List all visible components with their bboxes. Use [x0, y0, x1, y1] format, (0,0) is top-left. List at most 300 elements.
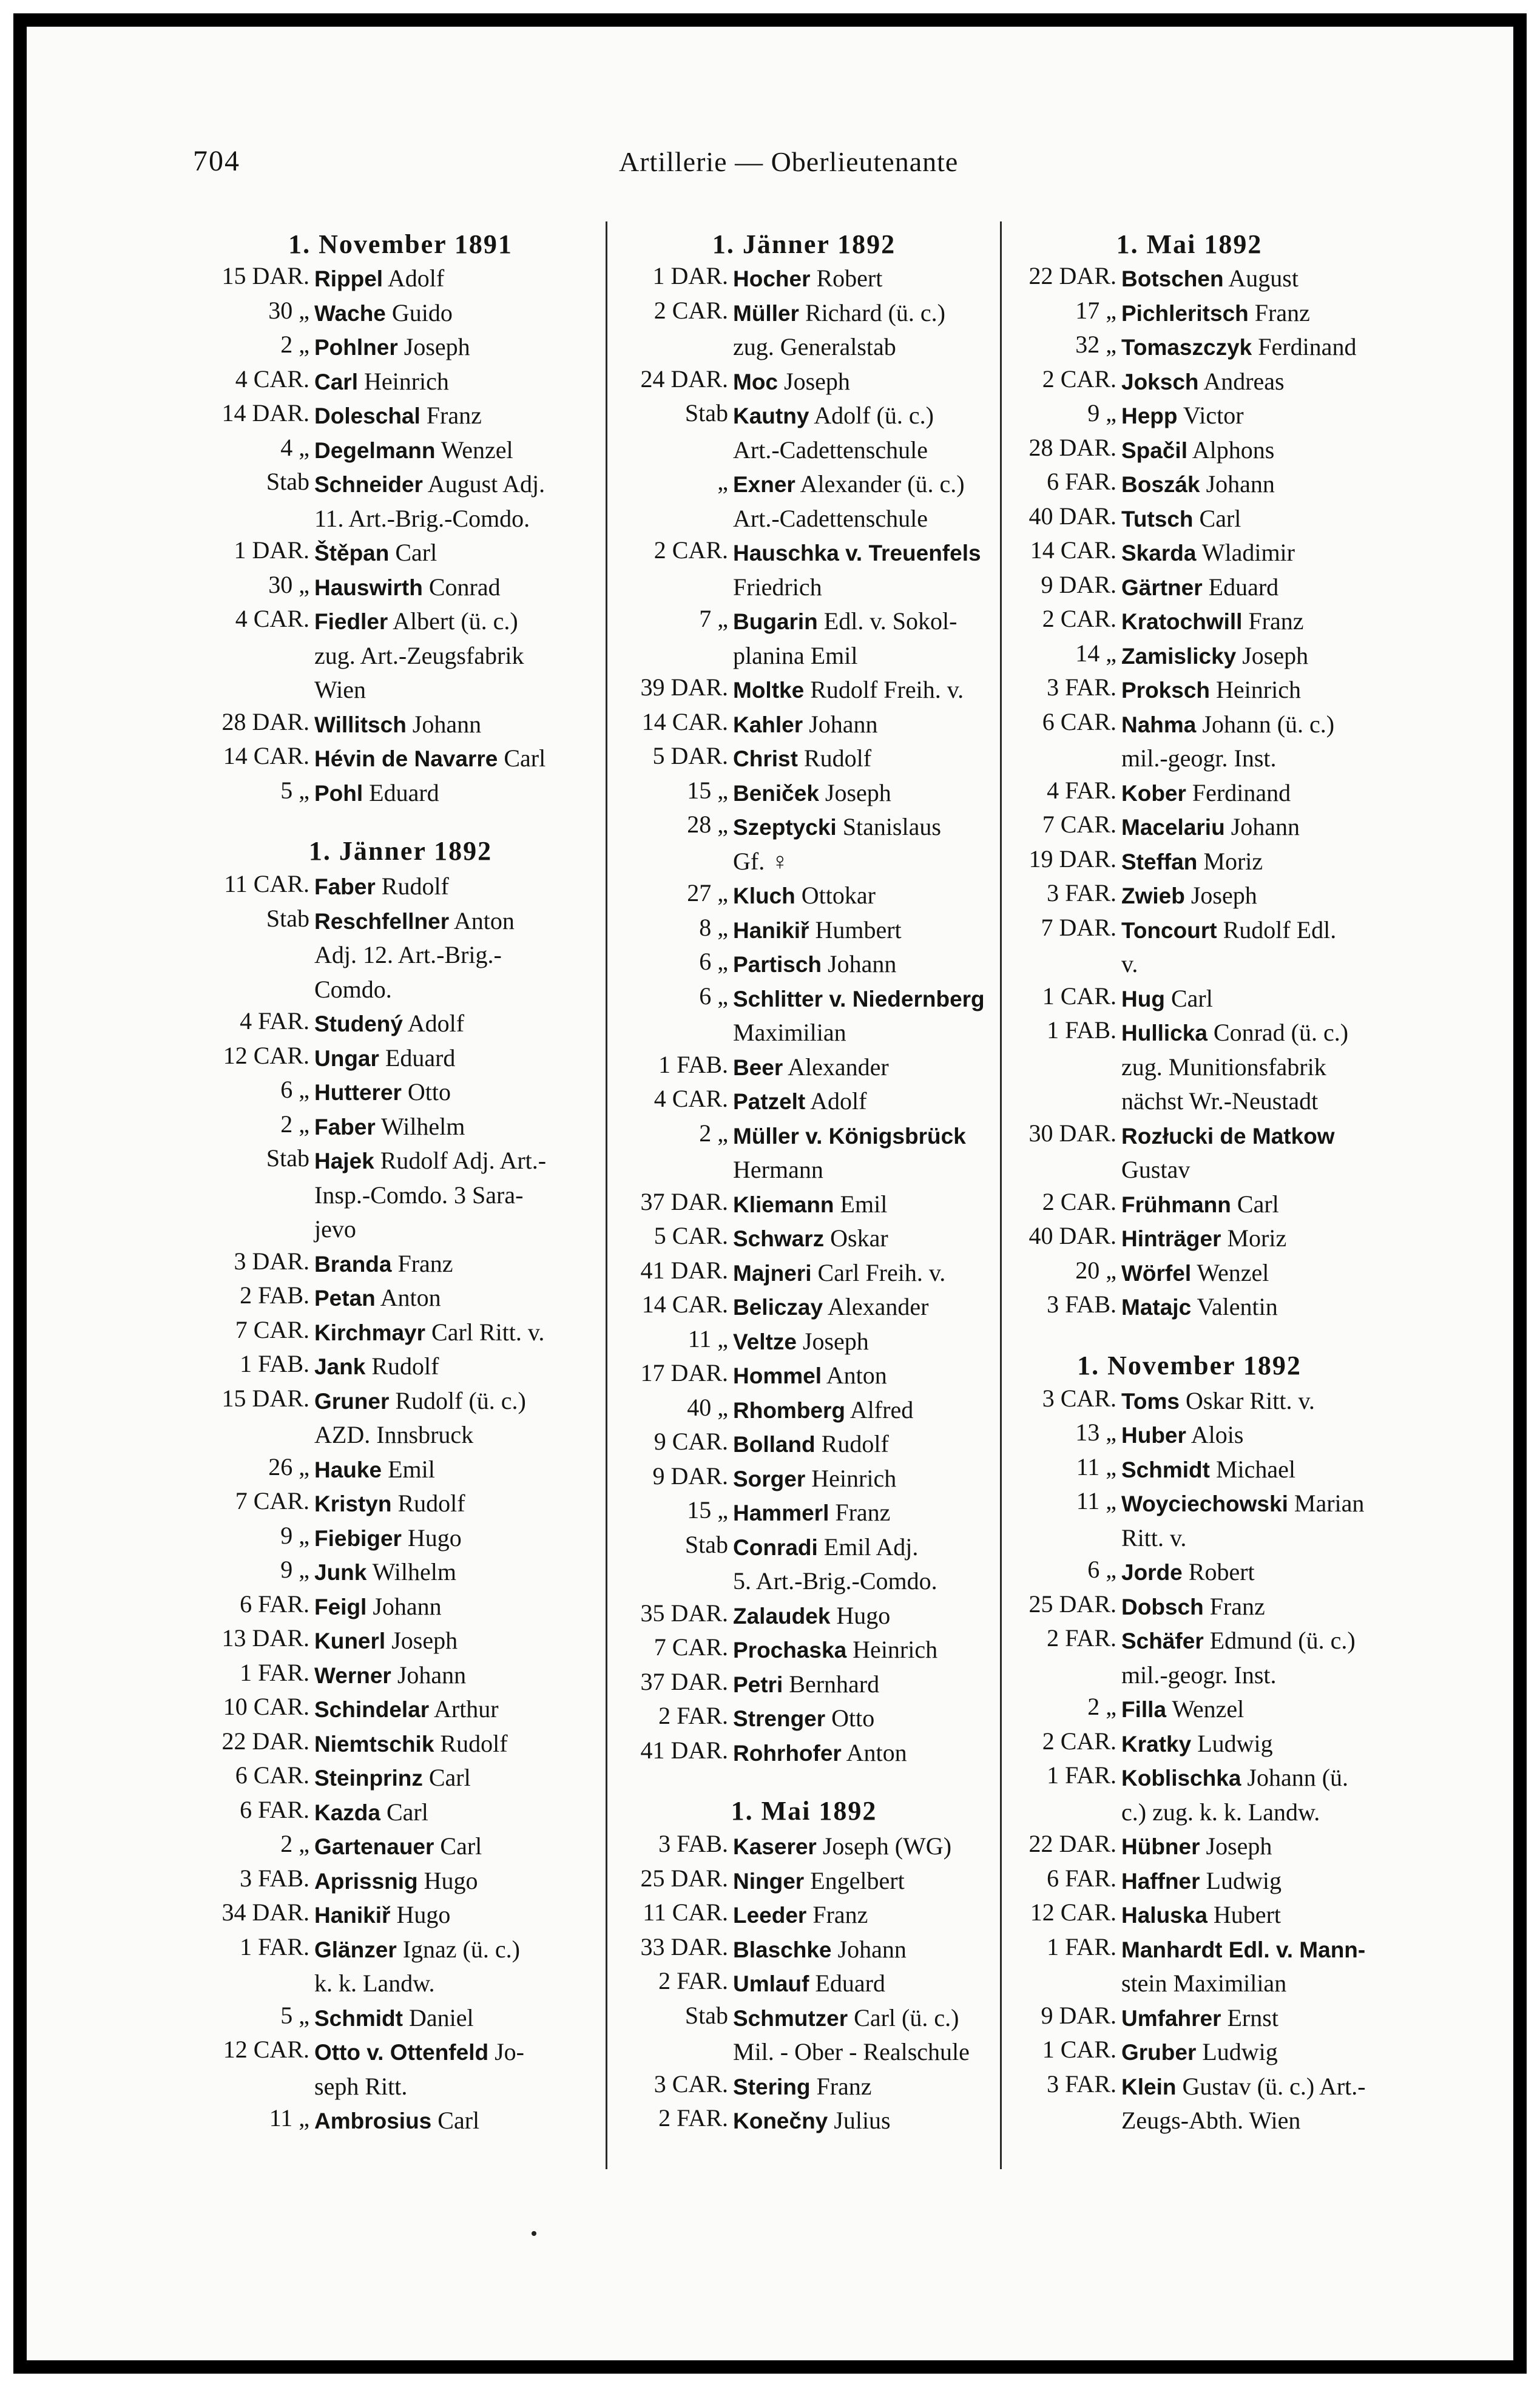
unit-label: 13 „: [1075, 1419, 1116, 1446]
given-name: Carl: [1170, 984, 1213, 1012]
unit-label: 6 FAR.: [240, 1590, 309, 1618]
given-name: Emil: [840, 1190, 888, 1218]
given-name: Anton: [453, 907, 515, 934]
officer-entry: [619, 1187, 989, 1222]
unit-label: 12 CAR.: [223, 2036, 309, 2063]
given-name: Ernst: [1227, 2004, 1278, 2031]
given-name: Johann (ü.: [1247, 1764, 1349, 1791]
entry-line: [314, 1041, 601, 1076]
given-name: Franz: [397, 1249, 453, 1277]
unit-label: 3 FAB.: [240, 1864, 309, 1892]
entry-line: [314, 1658, 601, 1693]
column-divider: [1000, 221, 1002, 2169]
officer-entry: [200, 1658, 601, 1693]
given-name: Albert (ü. c.): [393, 607, 518, 635]
entry-line: [314, 1007, 601, 1041]
page-number: 704: [193, 145, 240, 177]
surname: Hübner: [1121, 1834, 1200, 1859]
officer-entry: [200, 1795, 601, 1830]
entry-line: [733, 1393, 989, 1428]
entry-continuation: seph Ritt.: [314, 2072, 408, 2100]
officer-entry: [200, 433, 601, 468]
given-name: Anton: [846, 1738, 907, 1766]
given-name: August: [1228, 265, 1299, 292]
surname: Conradi: [733, 1534, 818, 1560]
entry-line: [733, 1701, 989, 1736]
surname: Faber: [314, 874, 376, 899]
given-name: Johann (ü. c.): [1202, 710, 1335, 738]
officer-entry: [619, 1290, 989, 1325]
surname: Kirchmayr: [314, 1320, 426, 1345]
unit-label: 1 FAR.: [1047, 1761, 1116, 1789]
surname: Schwarz: [733, 1226, 825, 1251]
officer-entry: [1007, 776, 1371, 811]
officer-entry: [200, 330, 601, 365]
unit-label: 7 „: [699, 605, 728, 632]
unit-label: 2 CAR.: [1042, 1727, 1116, 1755]
entry-line: [314, 433, 601, 468]
entry-line: [1121, 1624, 1371, 1658]
given-name: Hugo: [836, 1601, 891, 1629]
given-name: Rudolf: [397, 1490, 465, 1517]
entry-line: [1121, 502, 1371, 536]
officer-entry: [619, 1221, 989, 1256]
entry-line: [733, 604, 989, 639]
unit-label: 7 CAR.: [235, 1487, 309, 1514]
surname: Fiebiger: [314, 1525, 402, 1551]
given-name: Carl: [386, 1798, 428, 1826]
surname: Degelmann: [314, 437, 436, 463]
unit-label: 35 DAR.: [640, 1599, 728, 1627]
column-3: [1007, 228, 1371, 2138]
officer-entry: [200, 604, 601, 707]
given-name: Wilhelm: [381, 1112, 465, 1140]
surname: Gruner: [314, 1388, 390, 1414]
entry-line: [733, 1187, 989, 1222]
given-name: Edl. v. Sokol-: [823, 607, 957, 635]
officer-entry: [1007, 502, 1371, 536]
given-name: Julius: [834, 2107, 891, 2134]
unit-label: 3 FAR.: [1047, 2070, 1116, 2098]
entry-line: [1121, 1555, 1371, 1590]
surname: Willitsch: [314, 712, 407, 737]
officer-entry: [1007, 1221, 1371, 1256]
unit-label: 12 CAR.: [223, 1041, 309, 1069]
entry-line: [314, 604, 601, 639]
given-name: Emil: [388, 1455, 435, 1483]
surname: Gärtner: [1121, 575, 1203, 600]
entry-line: [733, 673, 989, 707]
officer-entry: [619, 741, 989, 776]
surname: Exner: [733, 472, 795, 497]
unit-label: 3 DAR.: [234, 1247, 309, 1275]
unit-label: 39 DAR.: [640, 674, 728, 701]
running-head: Artillerie — Oberlieutenante: [619, 146, 959, 177]
entry-continuation: Adj. 12. Art.-Brig.-: [314, 941, 502, 968]
entry-line: [733, 913, 989, 948]
given-name: Alexander: [827, 1293, 929, 1320]
entry-continuation: 5. Art.-Brig.-Comdo.: [733, 1567, 937, 1595]
given-name: Alfred: [849, 1396, 914, 1423]
surname: Frühmann: [1121, 1192, 1231, 1217]
surname: Patzelt: [733, 1089, 806, 1114]
entry-line: [1121, 1933, 1371, 1967]
entry-line: [1121, 913, 1371, 948]
surname: Kluch: [733, 883, 795, 908]
unit-label: 2 „: [280, 1830, 309, 1857]
surname: Konečny: [733, 2108, 828, 2133]
officer-entry: [200, 1315, 601, 1350]
entry-continuation: AZD. Innsbruck: [314, 1421, 474, 1448]
officer-entry: [1007, 399, 1371, 433]
surname: Umlauf: [733, 1971, 809, 1996]
entry-continuation: k. k. Landw.: [314, 1970, 435, 1997]
given-name: Joseph: [825, 778, 891, 806]
officer-entry: [200, 262, 601, 296]
surname: Wache: [314, 300, 386, 326]
unit-label: 6 FAR.: [240, 1795, 309, 1823]
surname: Skarda: [1121, 541, 1197, 566]
surname: Kratochwill: [1121, 609, 1243, 634]
officer-entry: [619, 1393, 989, 1428]
unit-label: 2 CAR.: [1042, 605, 1116, 632]
entry-line: [314, 467, 601, 502]
officer-entry: [1007, 536, 1371, 570]
entry-line: [1121, 1590, 1371, 1624]
section-heading: 1. Jänner 1892: [308, 836, 493, 866]
surname: Manhardt Edl. v. Mann-: [1121, 1937, 1366, 1962]
unit-label: 6 „: [699, 982, 728, 1010]
entry-continuation: c.) zug. k. k. Landw.: [1121, 1798, 1320, 1826]
entry-line: [733, 1359, 989, 1393]
officer-entry: [1007, 1933, 1371, 2001]
column-1: [200, 228, 601, 2138]
unit-label: 4 CAR.: [235, 365, 309, 393]
entry-line: [1121, 776, 1371, 811]
entry-line: [733, 1050, 989, 1085]
given-name: Carl Freih. v.: [817, 1258, 946, 1286]
officer-entry: [1007, 365, 1371, 399]
given-name: Wenzel: [1172, 1695, 1244, 1723]
surname: Kunerl: [314, 1629, 386, 1653]
entry-line: [733, 707, 989, 742]
entry-line: [1121, 2001, 1371, 2036]
given-name: Moriz: [1227, 1224, 1287, 1252]
officer-entry: [619, 1933, 989, 1967]
surname: Rozłucki de Matkow: [1121, 1123, 1335, 1149]
given-name: Ludwig: [1202, 2038, 1278, 2065]
entry-continuation: Art.-Cadettenschule: [733, 504, 928, 532]
officer-entry: [619, 1084, 989, 1119]
entry-line: [733, 365, 989, 399]
given-name: Rudolf Freih. v.: [810, 676, 964, 703]
unit-label: 15 DAR.: [221, 1384, 309, 1412]
officer-entry: [1007, 1256, 1371, 1291]
entry-line: [1121, 2070, 1371, 2104]
given-name: Eduard: [369, 778, 439, 806]
surname: Feigl: [314, 1594, 367, 1619]
unit-label: 19 DAR.: [1028, 845, 1116, 873]
given-name: Wilhelm: [372, 1558, 456, 1585]
entry-line: [1121, 673, 1371, 707]
given-name: Otto: [407, 1078, 451, 1106]
surname: Schmidt: [314, 2005, 403, 2031]
surname: Boszák: [1121, 472, 1200, 497]
entry-line: [314, 2104, 601, 2138]
given-name: Johann: [412, 710, 482, 738]
entry-line: [314, 399, 601, 433]
unit-label: 28 DAR.: [1028, 433, 1116, 461]
officer-entry: [619, 399, 989, 467]
surname: Beliczay: [733, 1295, 823, 1320]
unit-label: 1 CAR.: [1042, 2036, 1116, 2063]
unit-label: 14 CAR.: [641, 1291, 728, 1318]
unit-label: 28 DAR.: [221, 707, 309, 735]
given-name: Oskar Ritt. v.: [1185, 1386, 1315, 1414]
given-name: Franz: [1209, 1592, 1265, 1620]
entry-line: [1121, 982, 1371, 1016]
entry-line: [1121, 1290, 1371, 1325]
surname: Szeptycki: [733, 815, 837, 840]
surname: Junk: [314, 1560, 367, 1585]
officer-entry: [200, 1247, 601, 1281]
unit-label: 11 CAR.: [643, 1899, 728, 1926]
entry-continuation: Ritt. v.: [1121, 1524, 1187, 1551]
officer-entry: [1007, 1590, 1371, 1624]
officer-entry: [619, 810, 989, 879]
given-name: Carl: [428, 1764, 471, 1791]
given-name: Andreas: [1203, 367, 1285, 395]
officer-entry: [200, 1829, 601, 1864]
given-name: Guido: [391, 299, 453, 326]
surname: Christ: [733, 746, 798, 771]
given-name: Humbert: [815, 916, 902, 944]
officer-entry: [619, 2001, 989, 2070]
surname: Macelariu: [1121, 815, 1225, 840]
unit-label: 1 FAB.: [1047, 1016, 1116, 1044]
officer-entry: [200, 399, 601, 433]
surname: Schmidt: [1121, 1457, 1210, 1482]
officer-entry: [1007, 1829, 1371, 1864]
entry-line: [1121, 1692, 1371, 1727]
surname: Gartenauer: [314, 1834, 434, 1859]
unit-label: 14 CAR.: [641, 707, 728, 735]
officer-entry: [619, 1667, 989, 1702]
entry-line: [733, 1864, 989, 1899]
officer-entry: [619, 296, 989, 365]
entry-line: [314, 1349, 601, 1384]
unit-label: 1 FAR.: [1047, 1933, 1116, 1960]
officer-entry: [200, 1692, 601, 1727]
officer-entry: [200, 1349, 601, 1384]
surname: Bugarin: [733, 609, 818, 634]
entry-continuation: Gustav: [1121, 1156, 1190, 1183]
entry-line: [314, 1144, 601, 1178]
unit-label: 27 „: [687, 879, 728, 907]
entry-line: [733, 2001, 989, 2036]
given-name: Ferdinand: [1192, 778, 1291, 806]
officer-entry: [1007, 570, 1371, 605]
given-name: Adolf (ü. c.): [814, 402, 934, 429]
entry-line: [733, 1667, 989, 1702]
entry-line: [1121, 1119, 1371, 1153]
entry-line: [1121, 262, 1371, 296]
unit-label: 2 „: [280, 331, 309, 358]
unit-label: 3 FAB.: [658, 1830, 728, 1857]
surname: Hanikiř: [733, 917, 809, 943]
given-name: Franz: [812, 1901, 868, 1928]
officer-entry: [619, 1359, 989, 1393]
section-heading: 1. Jänner 1892: [712, 229, 896, 259]
officer-entry: [619, 1530, 989, 1599]
surname: Blaschke: [733, 1937, 832, 1962]
surname: Hévin de Navarre: [314, 746, 498, 771]
surname: Beer: [733, 1055, 783, 1080]
given-name: Engelbert: [810, 1866, 905, 1894]
surname: Gruber: [1121, 2040, 1197, 2065]
surname: Hauswirth: [314, 575, 423, 600]
officer-entry: [200, 707, 601, 742]
entry-line: [314, 1110, 601, 1144]
unit-label: Stab: [266, 468, 309, 495]
entry-line: [314, 1829, 601, 1864]
officer-entry: [1007, 1384, 1371, 1419]
entry-line: [314, 536, 601, 570]
given-name: Carl: [504, 744, 546, 772]
unit-label: 26 „: [268, 1453, 309, 1480]
surname: Doleschal: [314, 403, 420, 428]
unit-label: 11 CAR.: [224, 870, 309, 897]
officer-entry: [200, 296, 601, 331]
unit-label: 13 DAR.: [221, 1624, 309, 1652]
surname: Ungar: [314, 1045, 379, 1071]
given-name: Johann: [809, 710, 878, 738]
given-name: Conrad (ü. c.): [1213, 1019, 1349, 1046]
unit-label: 15 „: [687, 776, 728, 804]
given-name: Ludwig: [1197, 1729, 1273, 1757]
entry-line: [1121, 879, 1371, 913]
unit-label: 9 „: [280, 1556, 309, 1583]
officer-entry: [1007, 1864, 1371, 1899]
entry-continuation: Hermann: [733, 1156, 823, 1183]
officer-entry: [1007, 1418, 1371, 1453]
officer-entry: [200, 570, 601, 605]
entry-line: [1121, 1384, 1371, 1419]
officer-entry: [619, 1325, 989, 1359]
section-heading: 1. Mai 1892: [731, 1796, 877, 1826]
surname: Schindelar: [314, 1697, 430, 1722]
unit-label: 5 „: [280, 776, 309, 804]
given-name: Franz: [835, 1499, 891, 1526]
officer-entry: [1007, 262, 1371, 296]
unit-label: 22 DAR.: [221, 1727, 309, 1755]
entry-line: [1121, 810, 1371, 845]
officer-entry: [200, 1898, 601, 1933]
surname: Joksch: [1121, 369, 1199, 394]
given-name: Ludwig: [1206, 1866, 1282, 1894]
entry-continuation: mil.-geogr. Inst.: [1121, 1661, 1277, 1689]
unit-label: 14 „: [1075, 639, 1116, 667]
given-name: Heinrich: [1216, 676, 1301, 703]
entry-line: [733, 982, 989, 1016]
surname: Spačil: [1121, 437, 1187, 463]
entry-line: [314, 1247, 601, 1281]
entry-continuation: Mil. - Ober - Realschule: [733, 2038, 970, 2065]
given-name: Arthur: [433, 1695, 499, 1723]
entry-continuation: Friedrich: [733, 573, 822, 601]
unit-label: 4 CAR.: [235, 605, 309, 632]
surname: Zwieb: [1121, 883, 1185, 908]
unit-label: 33 DAR.: [640, 1933, 728, 1960]
officer-entry: [619, 467, 989, 536]
officer-entry: [200, 1521, 601, 1556]
officer-entry: [200, 1041, 601, 1076]
surname: Hullicka: [1121, 1021, 1207, 1045]
surname: Filla: [1121, 1697, 1167, 1722]
entry-continuation: zug. Munitionsfabrik: [1121, 1053, 1326, 1081]
surname: Jorde: [1121, 1560, 1183, 1585]
entry-line: [314, 1692, 601, 1727]
surname: Nahma: [1121, 712, 1197, 737]
given-name: Johann: [837, 1935, 907, 1963]
entry-line: [1121, 604, 1371, 639]
entry-line: [733, 1084, 989, 1119]
entry-line: [1121, 1727, 1371, 1761]
surname: Kober: [1121, 780, 1186, 806]
unit-label: 11 „: [1076, 1487, 1116, 1514]
surname: Rohrhofer: [733, 1740, 842, 1766]
surname: Hinträger: [1121, 1226, 1221, 1251]
entry-continuation: zug. Art.-Zeugsfabrik: [314, 641, 524, 669]
surname: Petri: [733, 1672, 783, 1697]
given-name: Wenzel: [1197, 1258, 1269, 1286]
officer-entry: [1007, 1016, 1371, 1119]
surname: Partisch: [733, 952, 822, 977]
officer-entry: [1007, 982, 1371, 1016]
unit-label: 9 „: [280, 1521, 309, 1549]
unit-label: 6 FAR.: [1047, 468, 1116, 495]
surname: Proksch: [1121, 678, 1211, 703]
unit-label: 11 „: [1076, 1453, 1116, 1480]
officer-entry: [619, 879, 989, 913]
officer-entry: [619, 1633, 989, 1667]
section-heading: 1. November 1892: [1077, 1350, 1302, 1380]
entry-continuation: mil.-geogr. Inst.: [1121, 744, 1277, 772]
officer-entry: [1007, 1761, 1371, 1829]
surname: Moltke: [733, 678, 805, 703]
entry-line: [1121, 2035, 1371, 2070]
given-name: Johann: [1206, 470, 1275, 498]
unit-label: 3 CAR.: [653, 2070, 728, 2098]
officer-entry: [619, 982, 989, 1050]
entry-line: [314, 1453, 601, 1487]
unit-label: 12 CAR.: [1030, 1899, 1116, 1926]
unit-label: 3 FAB.: [1047, 1291, 1116, 1318]
entry-continuation: stein Maximilian: [1121, 1970, 1287, 1997]
entry-line: [733, 810, 989, 845]
officer-entry: [619, 1864, 989, 1899]
entry-line: [314, 1933, 601, 1967]
officer-entry: [619, 673, 989, 707]
given-name: Rudolf (ü. c.): [395, 1386, 526, 1414]
surname: Woyciechowski: [1121, 1491, 1288, 1516]
entry-line: [1121, 1256, 1371, 1291]
officer-entry: [1007, 1453, 1371, 1487]
unit-label: 14 CAR.: [1030, 536, 1116, 564]
unit-label: 5 CAR.: [653, 1222, 728, 1249]
officer-entry: [200, 1007, 601, 1041]
officer-entry: [200, 1864, 601, 1899]
